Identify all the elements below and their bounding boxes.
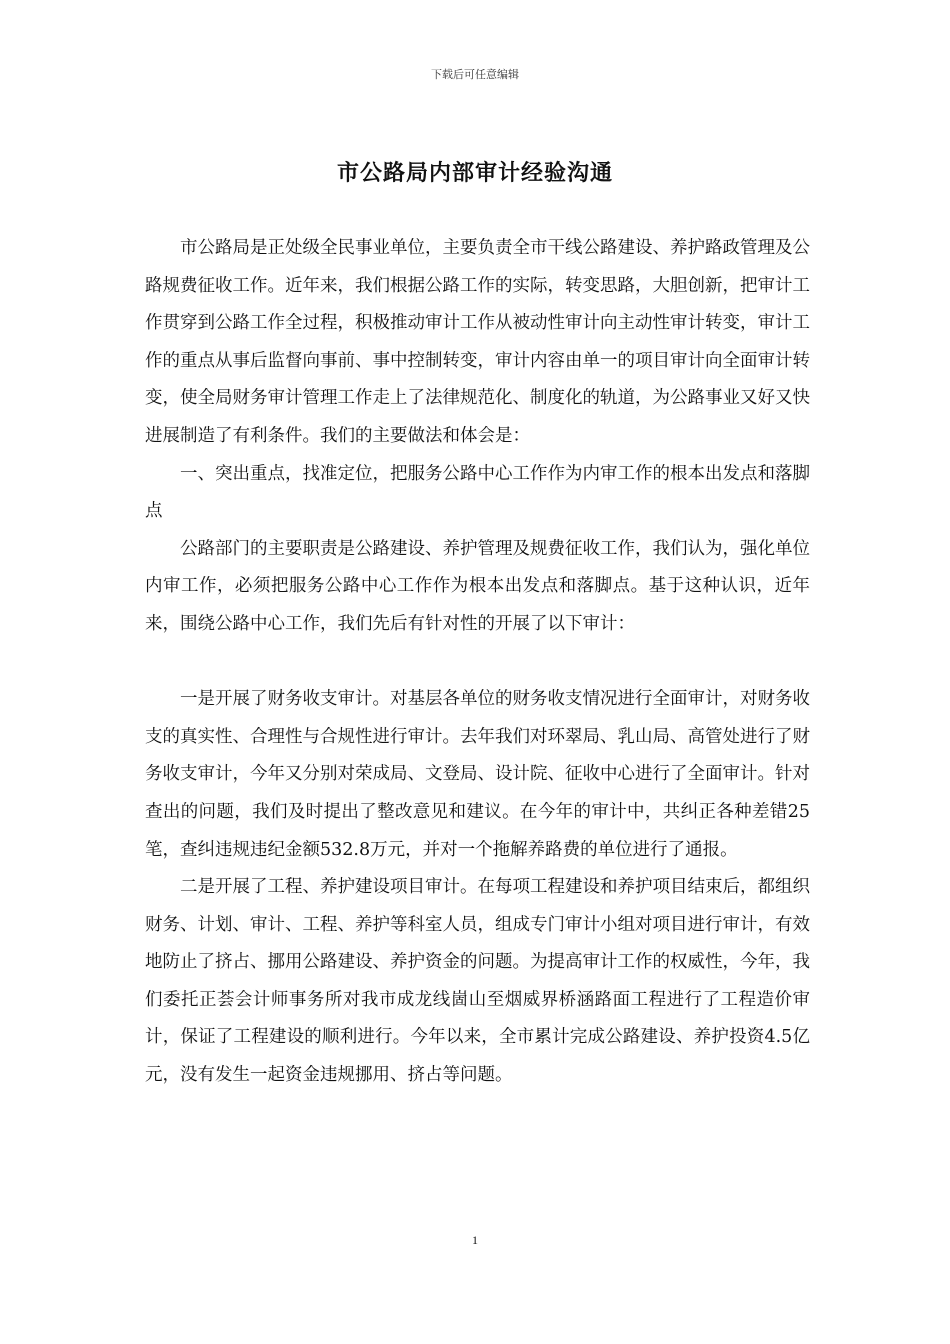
document-title: 市公路局内部审计经验沟通	[336, 161, 613, 186]
paragraph-financial-audit: 一是开展了财务收支审计。对基层各单位的财务收支情况进行全面审计，对财务收支的真实性、合理性与合规性进行审计。去年我们对环翠局、乳山局、高管处进行了财务收支审计，今年又分别对荣成局、文登局、设计院、征收中心进行了全面审计。针对查出的问题，我们及时提出了整改意见和建议。在今年的审计中，共纠正各种差错25笔，查纠违规违纪金额532.8万元，并对一个拖解养路费的单位进行了通报。	[145, 689, 810, 860]
paragraph-spacer	[145, 644, 810, 682]
paragraph-section-heading: 一、突出重点，找准定位，把服务公路中心工作作为内审工作的根本出发点和落脚点	[145, 463, 810, 522]
document-body	[145, 230, 810, 1095]
paragraph-section-body: 公路部门的主要职责是公路建设、养护管理及规费征收工作，我们认为，强化单位内审工作，必须把服务公路中心工作作为根本出发点和落脚点。基于这种认识，近年来，围绕公路中心工作，我们先后有针对性的开展了以下审计：	[145, 538, 810, 634]
header-note: 下载后可任意编辑	[431, 68, 519, 81]
paragraph-intro: 市公路局是正处级全民事业单位，主要负责全市干线公路建设、养护路政管理及公路规费征收工作。近年来，我们根据公路工作的实际，转变思路，大胆创新，把审计工作贯穿到公路工作全过程，积极推动审计工作从被动性审计向主动性审计转变，审计工作的重点从事后监督向事前、事中控制转变，审计内容由单一的项目审计向全面审计转变，使全局财务审计管理工作走上了法律规范化、制度化的轨道，为公路事业又好又快进展制造了有利条件。我们的主要做法和体会是：	[145, 238, 810, 446]
paragraph-project-audit: 二是开展了工程、养护建设项目审计。在每项工程建设和养护项目结束后，都组织财务、计划、审计、工程、养护等科室人员，组成专门审计小组对项目进行审计，有效地防止了挤占、挪用公路建设、养护资金的问题。为提高审计工作的权威性，今年，我们委托正荟会计师事务所对我市成龙线崮山至烟威界桥涵路面工程进行了工程造价审计，保证了工程建设的顺利进行。今年以来，全市累计完成公路建设、养护投资4.5亿元，没有发生一起资金违规挪用、挤占等问题。	[145, 877, 810, 1086]
page-number: 1	[472, 1233, 478, 1247]
